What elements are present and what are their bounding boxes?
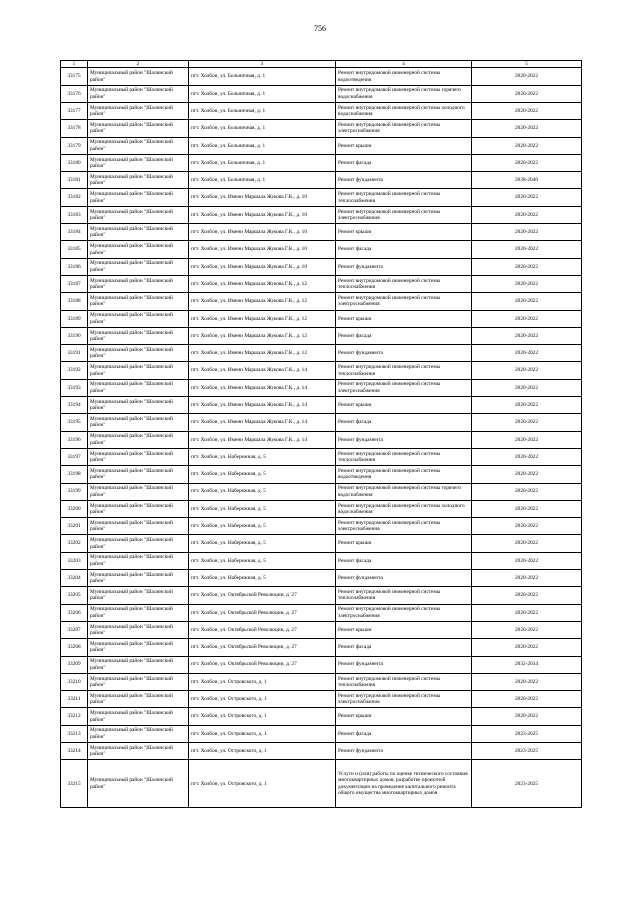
header-row	[61, 61, 582, 68]
work-type-cell: Ремонт фасада	[336, 725, 472, 742]
period-cell: 2020-2022	[472, 431, 582, 448]
row-number: 33213	[61, 725, 88, 742]
work-type-cell: Ремонт внутридомовой инженерной системы электроснабжения	[336, 518, 472, 535]
period-cell: 2020-2022	[472, 206, 582, 223]
table-row	[61, 760, 582, 808]
work-type-cell: Ремонт внутридомовой инженерной системы электроснабжения	[336, 206, 472, 223]
district-cell: Муниципальный район "Шалинский район"	[88, 552, 189, 569]
period-cell: 2020-2022	[472, 518, 582, 535]
address-cell: пгт. Холбон, ул. Имени Маршала Жукова Г.К., д. 10	[189, 189, 336, 206]
table-row	[61, 154, 582, 171]
table-row	[61, 725, 582, 742]
column-header: 3	[189, 61, 336, 68]
column-header: 2	[88, 61, 189, 68]
period-cell: 2020-2022	[472, 379, 582, 396]
period-cell: 2020-2022	[472, 604, 582, 621]
period-cell: 2020-2022	[472, 241, 582, 258]
district-cell: Муниципальный район "Шалинский район"	[88, 154, 189, 171]
table-row	[61, 327, 582, 344]
district-cell: Муниципальный район "Шалинский район"	[88, 725, 189, 742]
address-cell: пгт. Холбон, ул. Имени Маршала Жукова Г.К., д. 10	[189, 241, 336, 258]
district-cell: Муниципальный район "Шалинский район"	[88, 103, 189, 120]
table-row	[61, 431, 582, 448]
address-cell: пгт. Холбон, ул. Имени Маршала Жукова Г.К., д. 12	[189, 293, 336, 310]
work-type-cell: Ремонт внутридомовой инженерной системы электроснабжения	[336, 691, 472, 708]
address-cell: пгт. Холбон, ул. Набережная, д. 5	[189, 535, 336, 552]
work-type-cell: Ремонт крыши	[336, 137, 472, 154]
period-cell: 2020-2022	[472, 552, 582, 569]
district-cell: Муниципальный район "Шалинский район"	[88, 466, 189, 483]
address-cell: пгт. Холбон, ул. Островского, д. 1	[189, 760, 336, 808]
period-cell: 2020-2022	[472, 137, 582, 154]
capital-repair-table	[60, 60, 582, 808]
district-cell: Муниципальный район "Шалинский район"	[88, 518, 189, 535]
work-type-cell: Ремонт внутридомовой инженерной системы горячего водоснабжения	[336, 85, 472, 102]
period-cell: 2020-2022	[472, 673, 582, 690]
row-number: 33176	[61, 85, 88, 102]
table-row	[61, 673, 582, 690]
row-number: 33183	[61, 206, 88, 223]
district-cell: Муниципальный район "Шалинский район"	[88, 570, 189, 587]
work-type-cell: Ремонт фасада	[336, 552, 472, 569]
period-cell: 2038-2040	[472, 172, 582, 189]
district-cell: Муниципальный район "Шалинский район"	[88, 691, 189, 708]
period-cell: 2020-2022	[472, 639, 582, 656]
district-cell: Муниципальный район "Шалинский район"	[88, 604, 189, 621]
address-cell: пгт. Холбон, ул. Имени Маршала Жукова Г.К., д. 14	[189, 431, 336, 448]
work-type-cell: Ремонт внутридомовой инженерной системы электроснабжения	[336, 293, 472, 310]
address-cell: пгт. Холбон, ул. Имени Маршала Жукова Г.К., д. 14	[189, 414, 336, 431]
address-cell: пгт. Холбон, ул. Имени Маршала Жукова Г.К., д. 10	[189, 258, 336, 275]
table-row	[61, 414, 582, 431]
row-number: 33199	[61, 483, 88, 500]
district-cell: Муниципальный район "Шалинский район"	[88, 120, 189, 137]
row-number: 33204	[61, 570, 88, 587]
period-cell: 2020-2022	[472, 414, 582, 431]
work-type-cell: Ремонт внутридомовой инженерной системы холодного водоснабжения	[336, 103, 472, 120]
table-row	[61, 570, 582, 587]
work-type-cell: Ремонт внутридомовой инженерной системы теплоснабжения	[336, 587, 472, 604]
work-type-cell: Ремонт внутридомовой инженерной системы теплоснабжения	[336, 275, 472, 292]
work-type-cell: Ремонт внутридомовой инженерной системы теплоснабжения	[336, 448, 472, 465]
work-type-cell: Ремонт крыши	[336, 621, 472, 638]
row-number: 33193	[61, 379, 88, 396]
row-number: 33194	[61, 397, 88, 414]
district-cell: Муниципальный район "Шалинский район"	[88, 68, 189, 85]
row-number: 33201	[61, 518, 88, 535]
address-cell: пгт. Холбон, ул. Октябрьской Революции, д. 27	[189, 604, 336, 621]
row-number: 33178	[61, 120, 88, 137]
district-cell: Муниципальный район "Шалинский район"	[88, 673, 189, 690]
work-type-cell: Ремонт внутридомовой инженерной системы электроснабжения	[336, 120, 472, 137]
period-cell: 2020-2022	[472, 310, 582, 327]
work-type-cell: Ремонт фундамента	[336, 172, 472, 189]
table-row	[61, 68, 582, 85]
work-type-cell: Ремонт внутридомовой инженерной системы электроснабжения	[336, 379, 472, 396]
table-row	[61, 137, 582, 154]
address-cell: пгт. Холбон, ул. Островского, д. 1	[189, 708, 336, 725]
period-cell: 2032-2034	[472, 656, 582, 673]
address-cell: пгт. Холбон, ул. Островского, д. 1	[189, 673, 336, 690]
column-header: 5	[472, 61, 582, 68]
row-number: 33177	[61, 103, 88, 120]
period-cell: 2020-2022	[472, 275, 582, 292]
district-cell: Муниципальный район "Шалинский район"	[88, 293, 189, 310]
table-row	[61, 103, 582, 120]
period-cell: 2020-2022	[472, 535, 582, 552]
period-cell: 2020-2022	[472, 85, 582, 102]
period-cell: 2020-2022	[472, 224, 582, 241]
period-cell: 2020-2022	[472, 362, 582, 379]
table-row	[61, 604, 582, 621]
row-number: 33184	[61, 224, 88, 241]
work-type-cell: Ремонт внутридомовой инженерной системы теплоснабжения	[336, 362, 472, 379]
table-row	[61, 293, 582, 310]
period-cell: 2020-2022	[472, 397, 582, 414]
period-cell: 2020-2022	[472, 691, 582, 708]
row-number: 33205	[61, 587, 88, 604]
district-cell: Муниципальный район "Шалинский район"	[88, 621, 189, 638]
address-cell: пгт. Холбон, ул. Имени Маршала Жукова Г.К., д. 12	[189, 275, 336, 292]
period-cell: 2020-2022	[472, 154, 582, 171]
work-type-cell: Ремонт фасада	[336, 327, 472, 344]
work-type-cell: Услуги и (или) работы по оценке технического состояния многоквартирных домов, разработке проектной документации на проведение капитального ремонта общего имущества многоквартирных домов	[336, 760, 472, 808]
address-cell: пгт. Холбон, ул. Больничная, д. 1	[189, 172, 336, 189]
table-row	[61, 621, 582, 638]
row-number: 33187	[61, 275, 88, 292]
work-type-cell: Ремонт крыши	[336, 397, 472, 414]
address-cell: пгт. Холбон, ул. Островского, д. 1	[189, 691, 336, 708]
period-cell: 2020-2022	[472, 189, 582, 206]
address-cell: пгт. Холбон, ул. Имени Маршала Жукова Г.К., д. 12	[189, 345, 336, 362]
address-cell: пгт. Холбон, ул. Набережная, д. 5	[189, 552, 336, 569]
district-cell: Муниципальный район "Шалинский район"	[88, 639, 189, 656]
period-cell: 2023-2025	[472, 760, 582, 808]
address-cell: пгт. Холбон, ул. Островского, д. 1	[189, 725, 336, 742]
district-cell: Муниципальный район "Шалинский район"	[88, 379, 189, 396]
row-number: 33175	[61, 68, 88, 85]
table-row	[61, 120, 582, 137]
work-type-cell: Ремонт крыши	[336, 708, 472, 725]
row-number: 33179	[61, 137, 88, 154]
row-number: 33186	[61, 258, 88, 275]
address-cell: пгт. Холбон, ул. Имени Маршала Жукова Г.К., д. 12	[189, 310, 336, 327]
district-cell: Муниципальный район "Шалинский район"	[88, 327, 189, 344]
work-type-cell: Ремонт внутридомовой инженерной системы водоотведения	[336, 466, 472, 483]
row-number: 33212	[61, 708, 88, 725]
table-row	[61, 448, 582, 465]
period-cell: 2020-2022	[472, 587, 582, 604]
column-header: 4	[336, 61, 472, 68]
period-cell: 2020-2022	[472, 621, 582, 638]
period-cell: 2020-2022	[472, 327, 582, 344]
row-number: 33215	[61, 760, 88, 808]
row-number: 33195	[61, 414, 88, 431]
table-row	[61, 742, 582, 759]
table-row	[61, 587, 582, 604]
table-row	[61, 397, 582, 414]
table-row	[61, 345, 582, 362]
row-number: 33210	[61, 673, 88, 690]
address-cell: пгт. Холбон, ул. Имени Маршала Жукова Г.К., д. 10	[189, 224, 336, 241]
district-cell: Муниципальный район "Шалинский район"	[88, 742, 189, 759]
address-cell: пгт. Холбон, ул. Набережная, д. 5	[189, 518, 336, 535]
work-type-cell: Ремонт фасада	[336, 241, 472, 258]
district-cell: Муниципальный район "Шалинский район"	[88, 224, 189, 241]
work-type-cell: Ремонт фундамента	[336, 431, 472, 448]
address-cell: пгт. Холбон, ул. Набережная, д. 5	[189, 448, 336, 465]
table-row	[61, 206, 582, 223]
district-cell: Муниципальный район "Шалинский район"	[88, 275, 189, 292]
table-body	[61, 68, 582, 808]
row-number: 33208	[61, 639, 88, 656]
work-type-cell: Ремонт фасада	[336, 639, 472, 656]
district-cell: Муниципальный район "Шалинский район"	[88, 656, 189, 673]
row-number: 33192	[61, 362, 88, 379]
district-cell: Муниципальный район "Шалинский район"	[88, 535, 189, 552]
address-cell: пгт. Холбон, ул. Октябрьской Революции, д. 27	[189, 587, 336, 604]
row-number: 33198	[61, 466, 88, 483]
district-cell: Муниципальный район "Шалинский район"	[88, 587, 189, 604]
address-cell: пгт. Холбон, ул. Имени Маршала Жукова Г.К., д. 12	[189, 327, 336, 344]
table-row	[61, 85, 582, 102]
work-type-cell: Ремонт крыши	[336, 310, 472, 327]
row-number: 33188	[61, 293, 88, 310]
district-cell: Муниципальный район "Шалинский район"	[88, 760, 189, 808]
work-type-cell: Ремонт внутридомовой инженерной системы водоотведения	[336, 68, 472, 85]
table-row	[61, 310, 582, 327]
work-type-cell: Ремонт крыши	[336, 224, 472, 241]
period-cell: 2020-2022	[472, 570, 582, 587]
district-cell: Муниципальный район "Шалинский район"	[88, 448, 189, 465]
period-cell: 2020-2022	[472, 500, 582, 517]
district-cell: Муниципальный район "Шалинский район"	[88, 258, 189, 275]
table-row	[61, 241, 582, 258]
work-type-cell: Ремонт фасада	[336, 154, 472, 171]
district-cell: Муниципальный район "Шалинский район"	[88, 241, 189, 258]
district-cell: Муниципальный район "Шалинский район"	[88, 137, 189, 154]
period-cell: 2020-2022	[472, 103, 582, 120]
row-number: 33203	[61, 552, 88, 569]
table-row	[61, 656, 582, 673]
work-type-cell: Ремонт фасада	[336, 414, 472, 431]
address-cell: пгт. Холбон, ул. Набережная, д. 5	[189, 500, 336, 517]
work-type-cell: Ремонт внутридомовой инженерной системы холодного водоснабжения	[336, 500, 472, 517]
address-cell: пгт. Холбон, ул. Имени Маршала Жукова Г.К., д. 14	[189, 362, 336, 379]
row-number: 33202	[61, 535, 88, 552]
period-cell: 2020-2022	[472, 293, 582, 310]
row-number: 33180	[61, 154, 88, 171]
table-row	[61, 362, 582, 379]
address-cell: пгт. Холбон, ул. Больничная, д. 1	[189, 103, 336, 120]
period-cell: 2020-2022	[472, 258, 582, 275]
address-cell: пгт. Холбон, ул. Островского, д. 1	[189, 742, 336, 759]
period-cell: 2020-2022	[472, 345, 582, 362]
row-number: 33206	[61, 604, 88, 621]
row-number: 33189	[61, 310, 88, 327]
table-row	[61, 172, 582, 189]
table-row	[61, 275, 582, 292]
work-type-cell: Ремонт внутридомовой инженерной системы теплоснабжения	[336, 189, 472, 206]
table-row	[61, 483, 582, 500]
column-header: 1	[61, 61, 88, 68]
address-cell: пгт. Холбон, ул. Имени Маршала Жукова Г.К., д. 10	[189, 206, 336, 223]
district-cell: Муниципальный район "Шалинский район"	[88, 362, 189, 379]
address-cell: пгт. Холбон, ул. Имени Маршала Жукова Г.К., д. 14	[189, 379, 336, 396]
period-cell: 2020-2022	[472, 466, 582, 483]
table-row	[61, 258, 582, 275]
address-cell: пгт. Холбон, ул. Октябрьской Революции, д. 27	[189, 639, 336, 656]
table-row	[61, 500, 582, 517]
address-cell: пгт. Холбон, ул. Набережная, д. 5	[189, 466, 336, 483]
row-number: 33211	[61, 691, 88, 708]
row-number: 33181	[61, 172, 88, 189]
row-number: 33214	[61, 742, 88, 759]
work-type-cell: Ремонт крыши	[336, 535, 472, 552]
address-cell: пгт. Холбон, ул. Больничная, д. 1	[189, 85, 336, 102]
district-cell: Муниципальный район "Шалинский район"	[88, 85, 189, 102]
period-cell: 2023-2025	[472, 742, 582, 759]
address-cell: пгт. Холбон, ул. Больничная, д. 1	[189, 68, 336, 85]
period-cell: 2023-2025	[472, 725, 582, 742]
work-type-cell: Ремонт фундамента	[336, 345, 472, 362]
address-cell: пгт. Холбон, ул. Больничная, д. 1	[189, 154, 336, 171]
row-number: 33197	[61, 448, 88, 465]
district-cell: Муниципальный район "Шалинский район"	[88, 708, 189, 725]
table-row	[61, 189, 582, 206]
address-cell: пгт. Холбон, ул. Октябрьской Революции, д. 27	[189, 656, 336, 673]
table-row	[61, 518, 582, 535]
work-type-cell: Ремонт внутридомовой инженерной системы электроснабжения	[336, 604, 472, 621]
period-cell: 2020-2022	[472, 708, 582, 725]
district-cell: Муниципальный район "Шалинский район"	[88, 206, 189, 223]
district-cell: Муниципальный район "Шалинский район"	[88, 414, 189, 431]
row-number: 33209	[61, 656, 88, 673]
table-row	[61, 379, 582, 396]
period-cell: 2020-2022	[472, 483, 582, 500]
row-number: 33196	[61, 431, 88, 448]
work-type-cell: Ремонт фундамента	[336, 258, 472, 275]
district-cell: Муниципальный район "Шалинский район"	[88, 397, 189, 414]
work-type-cell: Ремонт фундамента	[336, 570, 472, 587]
period-cell: 2020-2022	[472, 448, 582, 465]
table-row	[61, 708, 582, 725]
table-row	[61, 552, 582, 569]
district-cell: Муниципальный район "Шалинский район"	[88, 172, 189, 189]
row-number: 33207	[61, 621, 88, 638]
row-number: 33190	[61, 327, 88, 344]
table-row	[61, 535, 582, 552]
table-row	[61, 691, 582, 708]
work-type-cell: Ремонт фундамента	[336, 656, 472, 673]
period-cell: 2020-2022	[472, 68, 582, 85]
table-row	[61, 639, 582, 656]
work-type-cell: Ремонт внутридомовой инженерной системы горячего водоснабжения	[336, 483, 472, 500]
district-cell: Муниципальный район "Шалинский район"	[88, 431, 189, 448]
row-number: 33185	[61, 241, 88, 258]
district-cell: Муниципальный район "Шалинский район"	[88, 483, 189, 500]
period-cell: 2020-2022	[472, 120, 582, 137]
table-row	[61, 466, 582, 483]
address-cell: пгт. Холбон, ул. Имени Маршала Жукова Г.К., д. 14	[189, 397, 336, 414]
address-cell: пгт. Холбон, ул. Октябрьской Революции, д. 27	[189, 621, 336, 638]
district-cell: Муниципальный район "Шалинский район"	[88, 310, 189, 327]
page-number: 756	[314, 24, 326, 33]
district-cell: Муниципальный район "Шалинский район"	[88, 189, 189, 206]
work-type-cell: Ремонт внутридомовой инженерной системы теплоснабжения	[336, 673, 472, 690]
row-number: 33200	[61, 500, 88, 517]
address-cell: пгт. Холбон, ул. Больничная, д. 1	[189, 137, 336, 154]
address-cell: пгт. Холбон, ул. Больничная, д. 1	[189, 120, 336, 137]
row-number: 33191	[61, 345, 88, 362]
row-number: 33182	[61, 189, 88, 206]
address-cell: пгт. Холбон, ул. Набережная, д. 5	[189, 570, 336, 587]
table-row	[61, 224, 582, 241]
district-cell: Муниципальный район "Шалинский район"	[88, 345, 189, 362]
work-type-cell: Ремонт фундамента	[336, 742, 472, 759]
district-cell: Муниципальный район "Шалинский район"	[88, 500, 189, 517]
address-cell: пгт. Холбон, ул. Набережная, д. 5	[189, 483, 336, 500]
